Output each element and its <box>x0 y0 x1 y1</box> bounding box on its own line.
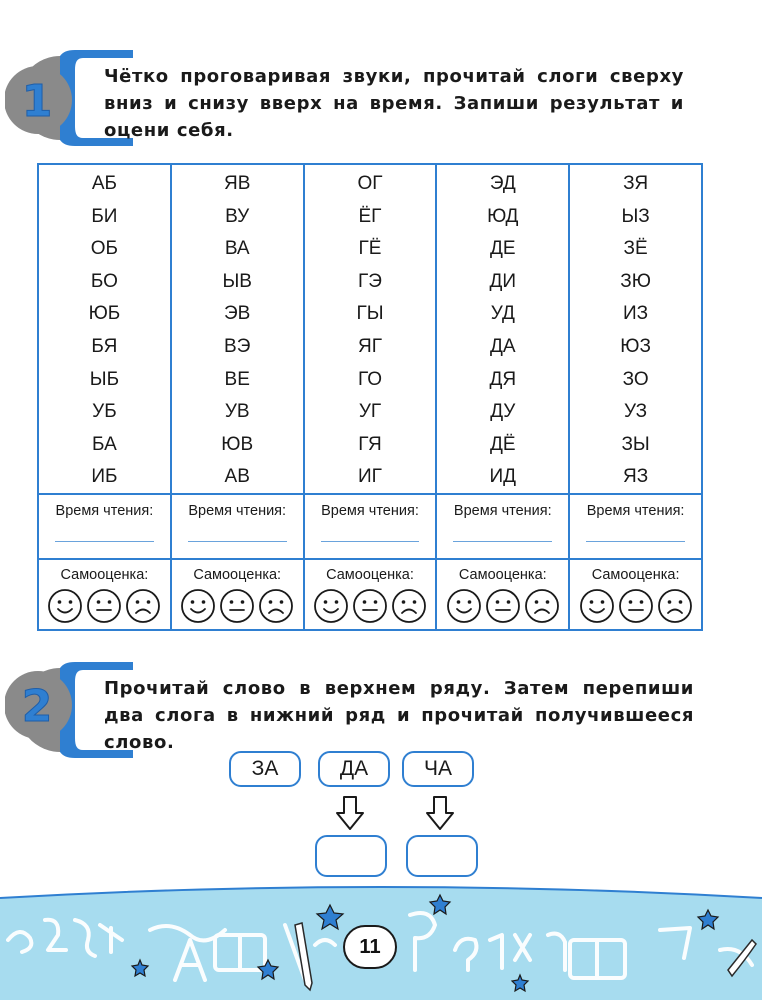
neutral-face-icon[interactable] <box>352 588 388 624</box>
syllable: ГЁ <box>358 238 382 260</box>
face-group <box>172 588 303 624</box>
reading-time-input-line[interactable] <box>586 541 685 542</box>
syllable: УЗ <box>624 401 648 423</box>
down-arrow-icon <box>425 795 455 831</box>
syllable: ИЗ <box>623 303 649 325</box>
syllable: ЗЯ <box>623 173 649 194</box>
happy-face-icon[interactable] <box>446 588 482 624</box>
reading-time-label: Время чтения: <box>188 503 287 519</box>
syllable: БА <box>92 433 117 455</box>
syllable: ЗО <box>622 368 649 390</box>
word-syllable-box: ЗА <box>229 751 301 787</box>
syllable: ДЕ <box>490 238 516 260</box>
reading-time-input-line[interactable] <box>55 541 154 542</box>
face-group <box>39 588 170 624</box>
syllable: ЁГ <box>358 205 382 227</box>
face-group <box>570 588 701 624</box>
table-column <box>570 165 701 629</box>
neutral-face-icon[interactable] <box>485 588 521 624</box>
syllable: УБ <box>92 401 117 423</box>
syllable: ВУ <box>225 205 250 227</box>
reading-time-cell <box>305 493 436 558</box>
syllable: АВ <box>224 466 250 488</box>
syllable: ЮВ <box>221 433 254 455</box>
syllable: ОБ <box>90 238 119 260</box>
reading-time-label: Время чтения: <box>55 503 154 519</box>
task-1-number: 1 <box>21 76 53 127</box>
syllable: ВА <box>224 238 250 260</box>
reading-time-input-line[interactable] <box>453 541 552 542</box>
syllable: ЯГ <box>357 335 382 357</box>
self-assessment-label: Самооценка: <box>193 567 282 583</box>
syllable: ГЫ <box>356 303 384 325</box>
syllable: ИБ <box>91 466 118 488</box>
table-column <box>172 165 305 629</box>
reading-time-input-line[interactable] <box>188 541 287 542</box>
self-assessment-cell <box>39 558 170 629</box>
down-arrow-icon <box>335 795 365 831</box>
syllable: ДИ <box>489 270 517 292</box>
syllable: БЯ <box>91 335 118 357</box>
table-column <box>39 165 172 629</box>
syllable: ЫБ <box>89 368 120 390</box>
syllable: ЮД <box>487 205 519 227</box>
happy-face-icon[interactable] <box>313 588 349 624</box>
syllable: ГО <box>357 368 382 390</box>
happy-face-icon[interactable] <box>180 588 216 624</box>
self-assessment-cell <box>305 558 436 629</box>
syllable: ДЁ <box>490 433 516 455</box>
syllable: ЯЗ <box>622 466 649 488</box>
syllable: БО <box>90 270 118 292</box>
self-assessment-label: Самооценка: <box>458 567 547 583</box>
syllable: ДУ <box>490 401 516 423</box>
reading-time-cell <box>570 493 701 558</box>
word-syllable-box: ДА <box>318 751 390 787</box>
syllable: ЫВ <box>222 270 252 292</box>
syllable: ЮБ <box>88 303 121 325</box>
syllable: ГЯ <box>358 433 382 455</box>
self-assessment-label: Самооценка: <box>591 567 680 583</box>
sad-face-icon[interactable] <box>657 588 693 624</box>
self-assessment-cell <box>172 558 303 629</box>
self-assessment-cell <box>437 558 568 629</box>
syllable: ЭВ <box>224 303 251 325</box>
syllable: УД <box>490 303 515 325</box>
syllable: ВЭ <box>224 335 251 357</box>
task-2-instruction: Прочитай слово в верхнем ряду. Затем перепиши два слога в нижний ряд и прочитай получившееся слово. <box>104 678 694 753</box>
syllable: ИГ <box>358 466 382 488</box>
table-column <box>305 165 438 629</box>
face-group <box>305 588 436 624</box>
sad-face-icon[interactable] <box>125 588 161 624</box>
syllable: ЗЫ <box>621 433 650 455</box>
answer-syllable-box[interactable] <box>315 835 387 877</box>
task-1-instruction: Чётко проговаривая звуки, прочитай слоги сверху вниз и снизу вверх на время. Запиши результат и оцени себя. <box>104 66 684 141</box>
reading-time-label: Время чтения: <box>321 503 419 519</box>
self-assessment-label: Самооценка: <box>326 567 414 583</box>
sad-face-icon[interactable] <box>524 588 560 624</box>
word-syllable-box: ЧА <box>402 751 474 787</box>
reading-time-cell <box>39 493 170 558</box>
page-number: 11 <box>343 925 397 969</box>
reading-time-label: Время чтения: <box>586 503 685 519</box>
reading-time-cell <box>172 493 303 558</box>
syllable: УВ <box>224 401 250 423</box>
syllable: ДА <box>490 335 516 357</box>
answer-syllable-box[interactable] <box>406 835 478 877</box>
syllable: ЗЁ <box>623 238 648 260</box>
syllable: ЯВ <box>223 173 251 194</box>
face-group <box>437 588 568 624</box>
syllable: УГ <box>358 401 382 423</box>
reading-time-label: Время чтения: <box>453 503 552 519</box>
syllable: АБ <box>91 173 117 194</box>
syllable: ЗЮ <box>620 270 651 292</box>
sad-face-icon[interactable] <box>258 588 294 624</box>
syllable: ВЕ <box>224 368 250 390</box>
syllable: ОГ <box>357 173 383 194</box>
syllable-table <box>37 163 703 631</box>
neutral-face-icon[interactable] <box>219 588 255 624</box>
syllable: БИ <box>91 205 118 227</box>
syllable: ДЯ <box>489 368 517 390</box>
syllable: ГЭ <box>358 270 382 292</box>
syllable: ИД <box>489 466 517 488</box>
self-assessment-cell <box>570 558 701 629</box>
table-column <box>437 165 570 629</box>
reading-time-input-line[interactable] <box>321 541 420 542</box>
neutral-face-icon[interactable] <box>618 588 654 624</box>
sad-face-icon[interactable] <box>391 588 427 624</box>
task-2-number: 2 <box>21 681 53 732</box>
syllable: ЫЗ <box>621 205 650 227</box>
happy-face-icon[interactable] <box>47 588 83 624</box>
syllable: ЭД <box>489 173 516 194</box>
syllable: ЮЗ <box>620 335 651 357</box>
happy-face-icon[interactable] <box>579 588 615 624</box>
neutral-face-icon[interactable] <box>86 588 122 624</box>
reading-time-cell <box>437 493 568 558</box>
self-assessment-label: Самооценка: <box>60 567 149 583</box>
